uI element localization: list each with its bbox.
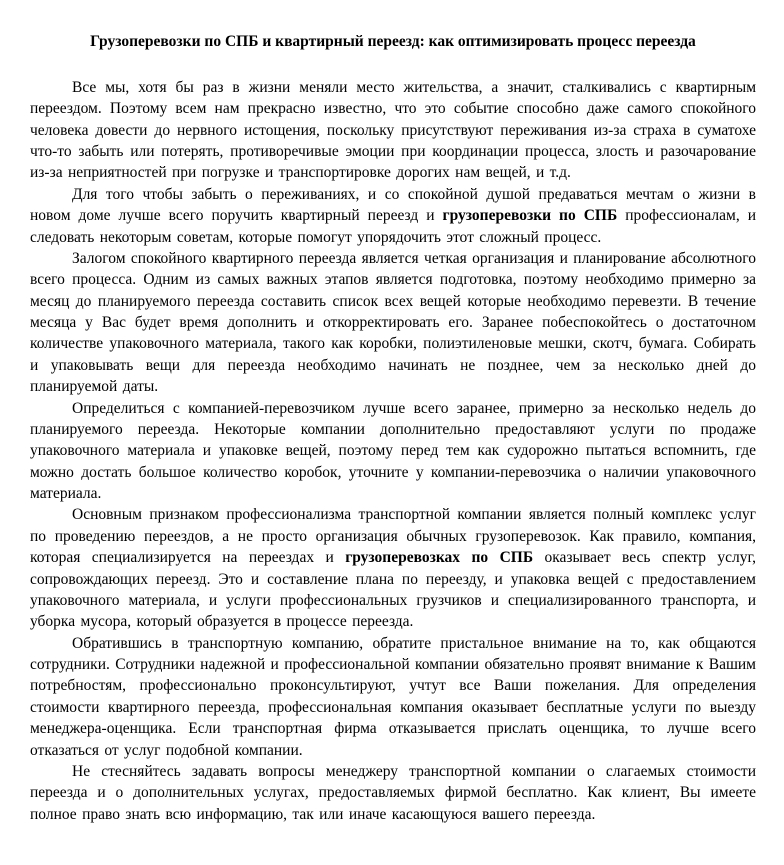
bold-keyword: грузоперевозках по СПБ	[345, 549, 534, 567]
paragraph	[30, 248, 756, 398]
text-run: Основным признаком профессионализма транспортной компании является полный комплекс услуг по проведению переездов, а не просто организация обычных грузоперевозок. Как правило, компания, которая специализируется на переездах и	[30, 506, 756, 567]
text-run: профессионалам, и следовать некоторым советам, которые помогут упорядочить этот сложный процесс.	[30, 207, 757, 246]
paragraph	[30, 504, 756, 632]
text-run: Все мы, хотя бы раз в жизни меняли место жительства, а значит, сталкивались с квартирным переездом. Поэтому всем нам прекрасно известно, что это событие способно даже самого спокойного человека довести до нервного истощения, поскольку присутствуют переживания из-за страха в суматохе что-то забыть или потерять, противоречивые эмоции при координации процесса, злость и разочарование из-за неприятностей при погрузке и транспортировке дорогих нам вещей, и т.д.	[30, 78, 756, 182]
paragraph	[30, 761, 756, 825]
text-run: Для того чтобы забыть о переживаниях, и со спокойной душой предаваться мечтам о жизни в новом доме лучше всего поручить квартирный переезд и	[30, 185, 756, 225]
text-run: Залогом спокойного квартирного переезда является четкая организация и планирование абсолютного всего процесса. Одним из самых важных этапов является подготовка, поэтому необходимо примерно за месяц до планируемого переезда составить список всех вещей которые необходимо перевезти. В течение месяца у Вас будет время дополнить и откорректировать его. Заранее побеспокойтесь о достаточном количестве упаковочного материала, такого как коробки, полиэтиленовые мешки, скотч, бумага. Собирать и упаковывать вещи для переезда необходимо начинать не позднее, чем за несколько дней до планируемой даты.	[30, 249, 756, 396]
bold-keyword: грузоперевозки по СПБ	[442, 207, 618, 225]
paragraph	[30, 184, 756, 248]
text-run: Обратившись в транспортную компанию, обратите пристальное внимание на то, как общаются сотрудники. Сотрудники надежной и профессиональной компании обязательно проявят внимание к Вашим потребностям, профессионально проконсультируют, учтут все Ваши пожелания. Для определения стоимости квартирного переезда, профессиональная компания оказывает бесплатные услуги по выезду менеджера-оценщика. Если транспортная фирма отказывается прислать оценщика, то лучше всего отказаться от услуг подобной компании.	[30, 634, 756, 759]
document-title: Грузоперевозки по СПБ и квартирный переезд: как оптимизировать процесс переезда	[90, 33, 696, 50]
text-run: оказывает весь спектр услуг, сопровождающих переезд. Это и составление плана по переезду, и упаковка вещей с предоставлением упаковочного материала, и услуги профессиональных грузчиков и специализированного транспорта, и уборка мусора, который образуется в процессе переезда.	[30, 549, 756, 631]
paragraph	[30, 633, 756, 761]
paragraph	[30, 77, 756, 184]
text-run: Определиться с компанией-перевозчиком лучше всего заранее, примерно за несколько недель до планируемого переезда. Некоторые компании дополнительно предоставляют услуги по продаже упаковочного материала и упаковке вещей, поэтому перед тем как судорожно пытаться вспомнить, где можно достать большое количество коробок, уточните у компании-перевозчика о наличии упаковочного материала.	[30, 399, 756, 503]
text-run: Не стесняйтесь задавать вопросы менеджеру транспортной компании о слагаемых стоимости переезда и о дополнительных услугах, предоставляемых фирмой бесплатно. Как клиент, Вы имеете полное право знать всю информацию, так или иначе касающуюся вашего переезда.	[30, 762, 756, 823]
paragraph	[30, 398, 756, 505]
